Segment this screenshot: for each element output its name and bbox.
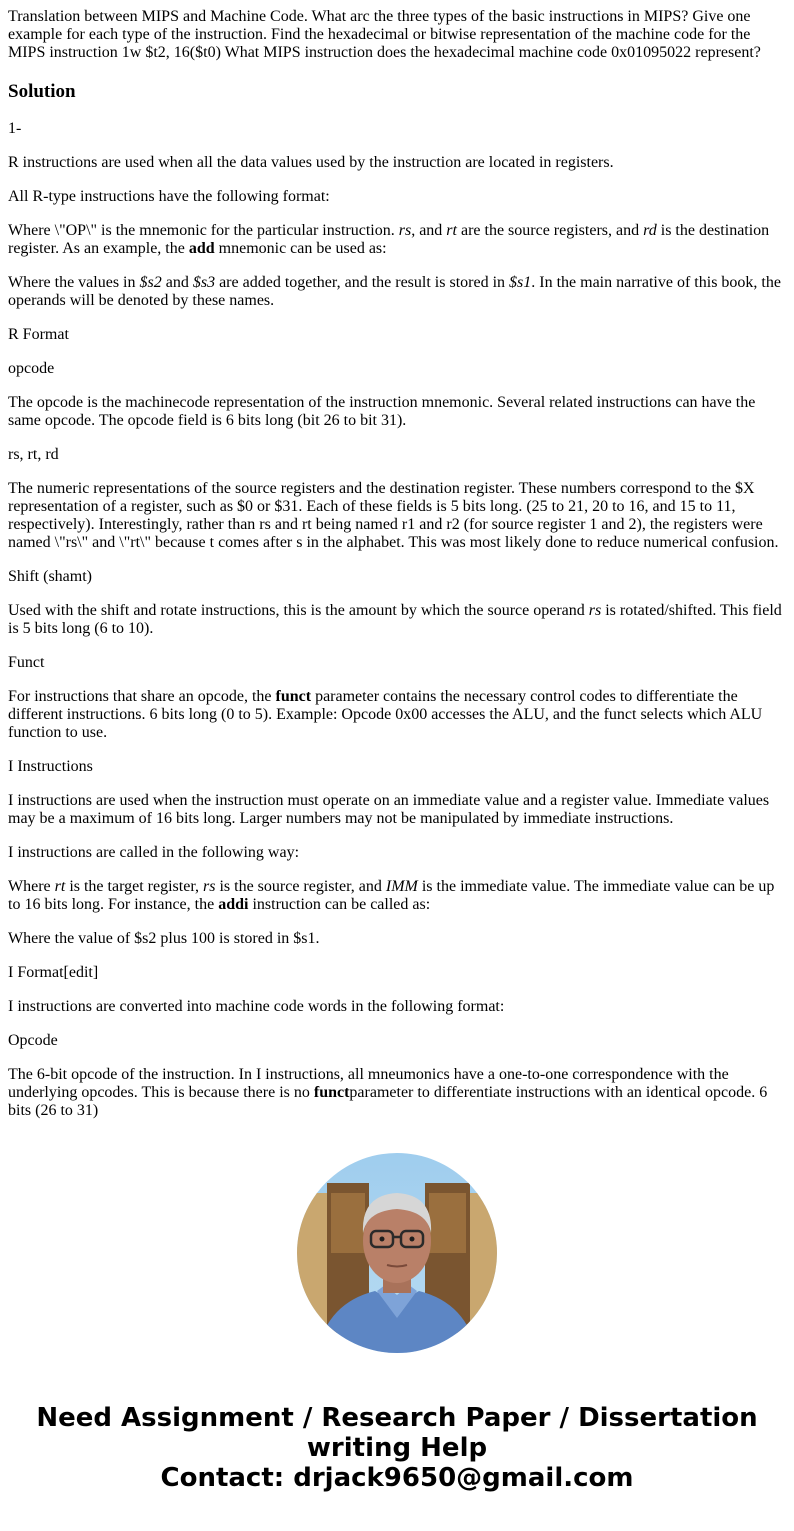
- heading-opcode-i: Opcode: [8, 1032, 58, 1049]
- paragraph-i-format: I instructions are converted into machine code words in the following format:: [8, 998, 505, 1015]
- paragraph-opcode: The opcode is the machinecode representation of the instruction mnemonic. Several related instructions can have the same opcode. The opcode field is 6 bits long (bit 26 to bit 31).: [8, 394, 756, 429]
- avatar: [297, 1153, 497, 1353]
- paragraph-r-instructions: R instructions are used when all the data values used by the instruction are located in registers.: [8, 154, 614, 171]
- heading-opcode: opcode: [8, 360, 55, 377]
- heading-i-instructions: I Instructions: [8, 758, 93, 775]
- portrait-photo: [297, 1153, 497, 1353]
- paragraph-shamt: Used with the shift and rotate instructions, this is the amount by which the source operand rs is rotated/shifted. This field is 5 bits long (6 to 10).: [8, 602, 782, 637]
- paragraph-op-mnemonic: Where \"OP\" is the mnemonic for the particular instruction. rs, and rt are the source registers, and rd is the destination register. As an example, the add mnemonic can be used as:: [8, 222, 770, 257]
- heading-shamt: Shift (shamt): [8, 568, 92, 585]
- paragraph-r-format-intro: All R-type instructions have the following format:: [8, 188, 330, 205]
- heading-r-format: R Format: [8, 326, 69, 343]
- heading-funct: Funct: [8, 654, 45, 671]
- footer-help-text: Need Assignment / Research Paper / Dissertation writing Help: [36, 1403, 758, 1463]
- paragraph-registers: The numeric representations of the source registers and the destination register. These numbers correspond to the $X representation of a register, such as $0 or $31. Each of these fields is 5 bits long. (25 to 21, 20 to 16, and 15 to 11, respectively). Interestingly, rather than rs and rt being named r1 and r2 (for source register 1 and 2), the registers were named \"rs\" and \"rt\" because t comes after s in the alphabet. This was most likely done to reduce numerical confusion.: [8, 480, 779, 551]
- footer-banner: [0, 1403, 794, 1493]
- paragraph-step-number: 1-: [8, 120, 22, 137]
- paragraph-i-instructions: I instructions are used when the instruction must operate on an immediate value and a register value. Immediate values may be a maximum of 16 bits long. Larger numbers may not be manipulated by immediate instructions.: [8, 792, 770, 827]
- paragraph-i-operands: Where rt is the target register, rs is the source register, and IMM is the immediate value. The immediate value can be up to 16 bits long. For instance, the addi instruction can be called as:: [8, 878, 775, 913]
- footer-contact-text: Contact: drjack9650@gmail.com: [160, 1463, 634, 1493]
- paragraph-i-called: I instructions are called in the following way:: [8, 844, 300, 861]
- solution-heading: Solution: [8, 81, 76, 102]
- paragraph-opcode-i: The 6-bit opcode of the instruction. In I instructions, all mneumonics have a one-to-one correspondence with the underlying opcodes. This is because there is no functparameter to differentiate instructions with an identical opcode. 6 bits (26 to 31): [8, 1066, 768, 1119]
- paragraph-addi-result: Where the value of $s2 plus 100 is stored in $s1.: [8, 930, 320, 947]
- page: [0, 8, 794, 1120]
- heading-rs-rt-rd: rs, rt, rd: [8, 446, 59, 463]
- question-text: Translation between MIPS and Machine Code. What arc the three types of the basic instructions in MIPS? Give one example for each type of the instruction. Find the hexadecimal or bitwise representation of the machine code for the MIPS instruction 1w $t2, 16($t0) What MIPS instruction does the hexadecimal machine code 0x01095022 represent?: [8, 8, 761, 61]
- paragraph-add-example: Where the values in $s2 and $s3 are added together, and the result is stored in $s1. In the main narrative of this book, the operands will be denoted by these names.: [8, 274, 781, 309]
- paragraph-funct: For instructions that share an opcode, the funct parameter contains the necessary control codes to differentiate the different instructions. 6 bits long (0 to 5). Example: Opcode 0x00 accesses the ALU, and the funct selects which ALU function to use.: [8, 688, 763, 741]
- heading-i-format: I Format[edit]: [8, 964, 99, 981]
